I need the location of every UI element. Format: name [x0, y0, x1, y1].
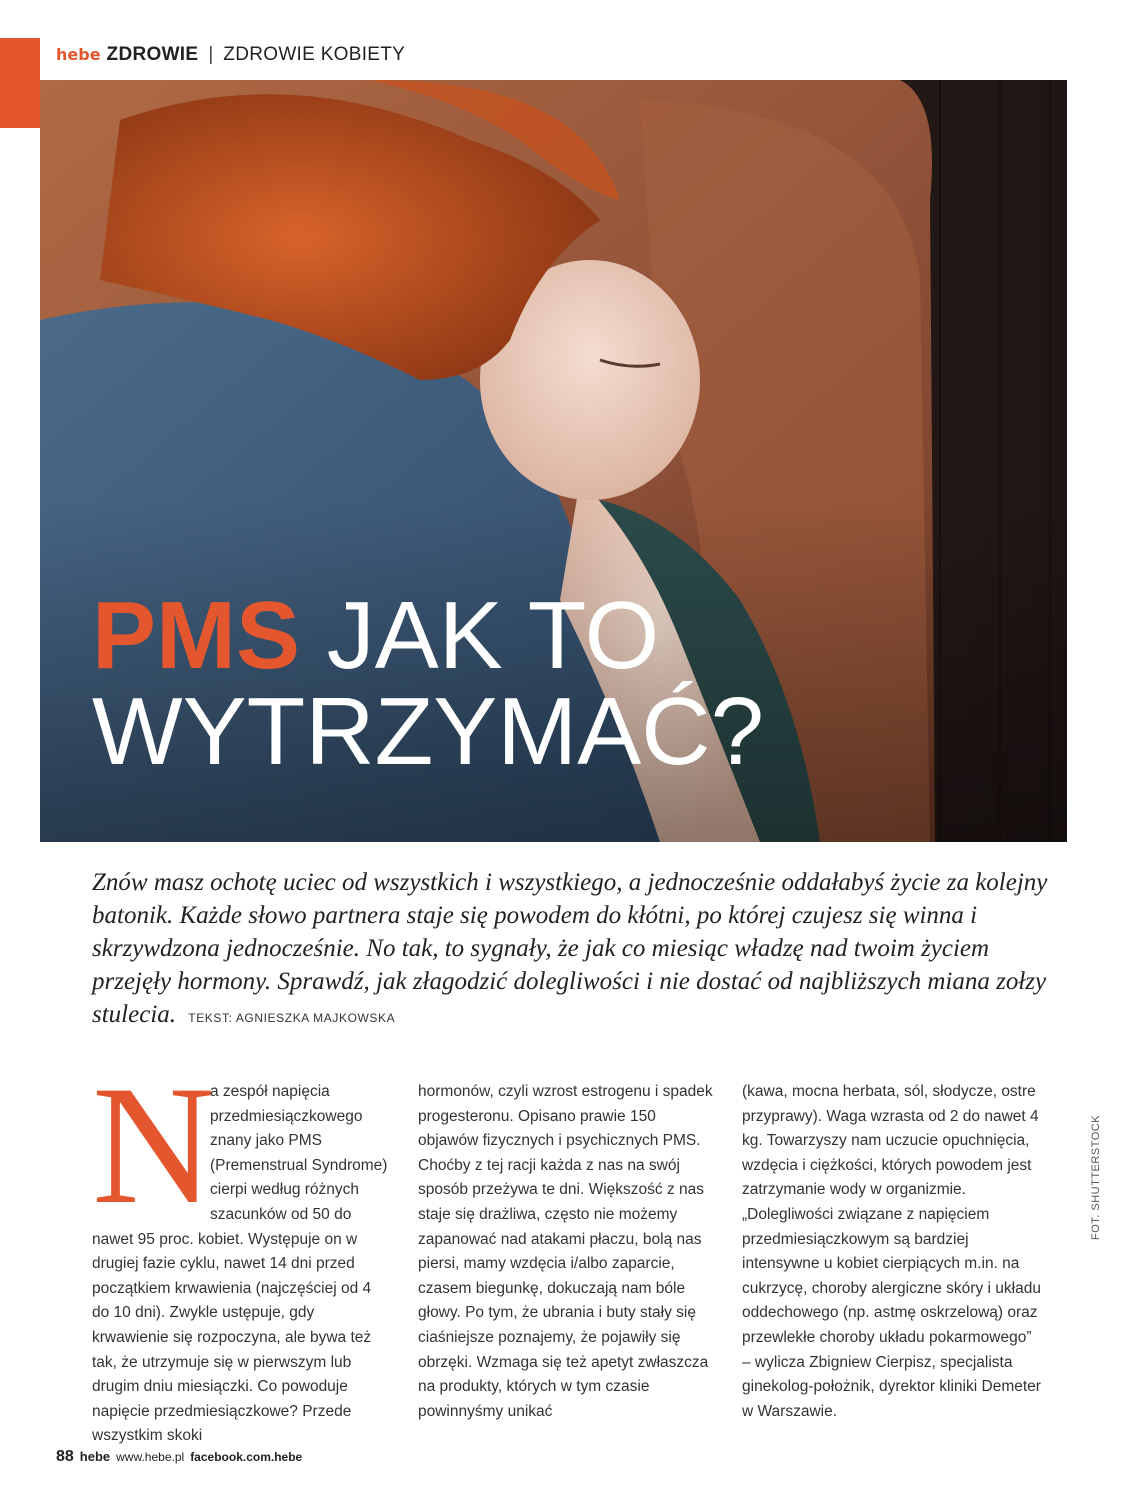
headline-highlight: PMS — [92, 582, 301, 689]
byline: TEKST: AGNIESZKA MAJKOWSKA — [188, 1011, 396, 1025]
column-1 — [92, 1051, 392, 1449]
photo-credit: FOT. SHUTTERSTOCK — [1090, 1114, 1102, 1240]
footer-url[interactable]: www.hebe.pl — [116, 1450, 185, 1464]
column-1-text: a zespół napięcia przedmiesiączkowego znany jako PMS (Premenstrual Syndrome) cierpi według różnych szacunków od 50 do nawet 95 proc. kobiet. Występuje on w drugiej fazie cyklu, nawet 14 dni przed początkiem krwawienia (najczęściej od 4 do 10 dni). Zwykle ustępuje, gdy krwawienie się rozpoczyna, ale bywa też tak, że utrzymuje się w pierwszym lub drugim dniu miesiączki. Co powoduje napięcie przedmiesiączkowe? Przede wszystkim skoki — [92, 1083, 388, 1445]
hebe-logo: hebe — [56, 45, 101, 64]
lead-paragraph — [92, 866, 1062, 1035]
column-2-text: hormonów, czyli wzrost estrogenu i spadek progesteronu. Opisano prawie 150 objawów fizycznych i psychicznych PMS. Choćby z tej racji każda z nas na swój sposób przeżywa te dni. Większość z nas staje się drażliwa, często nie możemy zapanować nad atakami płaczu, bolą nas piersi, mamy wzdęcia i/albo zaparcie, czasem biegunkę, dokuczają nam bóle głowy. Po tym, że ubrania i buty stały się ciaśniejsze poznajemy, że pojawiły się obrzęki. Wzmaga się też apetyt zwłaszcza na produkty, których w tym czasie powinnyśmy unikać — [418, 1083, 713, 1420]
article-body — [92, 1051, 1041, 1445]
column-2 — [418, 1080, 718, 1424]
header-separator: | — [208, 44, 214, 65]
lead-text: Znów masz ochotę uciec od wszystkich i wszystkiego, a jednocześnie oddałabyś życie za kolejny batonik. Każde słowo partnera staje się powodem do kłótni, po której czujesz się winna i skrzywdzona jednocześnie. No tak, to sygnały, że jak co miesiąc władzę nad twoim życiem przejęły hormony. Sprawdź, jak złagodzić dolegliwości i nie dostać od najbliższych miana zołzy stulecia. — [92, 869, 1048, 1028]
section-header — [56, 44, 405, 70]
column-3-text: (kawa, mocna herbata, sól, słodycze, ostre przyprawy). Waga wzrasta od 2 do nawet 4 kg. Towarzyszy nam uczucie opuchnięcia, wzdęcia i ciężkości, których powodem jest zatrzymanie wody w organizmie. „Dolegliwości związane z napięciem przedmiesiączkowym są bardziej intensywne u kobiet cierpiących m.in. na cukrzycę, choroby alergiczne skóry i układu oddechowego (np. astmę oskrzelową) oraz przewlekłe choroby układu pokarmowego” – wylicza Zbigniew Cierpisz, specjalista ginekolog-położnik, dyrektor kliniki Demeter w Warszawie. — [742, 1083, 1041, 1420]
footer-facebook[interactable]: facebook.com.hebe — [190, 1450, 303, 1464]
footer-brand: hebe — [79, 1449, 111, 1464]
page-number: 88 — [56, 1448, 74, 1465]
headline-line-2: WYTRZYMAĆ? — [92, 678, 764, 785]
headline-line-1 — [92, 582, 992, 689]
section-title: ZDROWIE — [106, 44, 199, 65]
headline-line-1-rest: JAK TO — [326, 582, 660, 689]
column-3 — [742, 1080, 1042, 1424]
accent-bar — [0, 38, 40, 128]
page-footer — [56, 1448, 302, 1466]
dropcap: N — [92, 1051, 215, 1239]
subsection-title: ZDROWIE KOBIETY — [223, 44, 406, 65]
headline — [92, 582, 992, 785]
